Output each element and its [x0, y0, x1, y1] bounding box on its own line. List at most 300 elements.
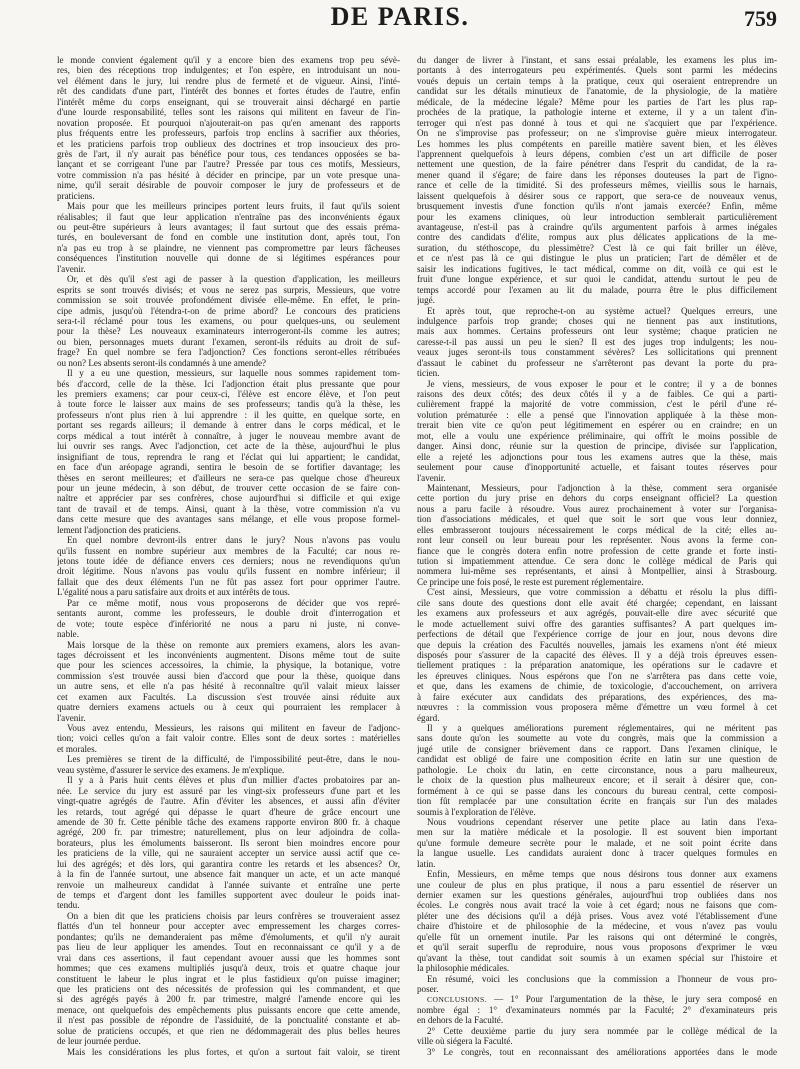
- line-text: lançant et se corrigeant l'une par l'autre? Pressée par tous ces motifs, Messieurs,: [57, 159, 400, 170]
- text-line: [57, 911, 400, 921]
- line-text: nime, qu'il serait désirable de pouvoir composer le jury de professeurs et de: [57, 180, 400, 191]
- line-text: du danger de livrer à l'instant, et sans essai préalable, les examens les plus im-: [417, 55, 777, 65]
- text-line: [57, 76, 400, 86]
- text-line: [417, 546, 777, 556]
- line-text: portants à des interrogateurs peu expérimentés. Quels sont parmi les médecins: [417, 65, 777, 76]
- text-line: [57, 942, 400, 952]
- line-text: flattés d'un tel honneur pour accepter avec empressement les charges corres-: [57, 921, 400, 932]
- line-text: ticien.: [417, 368, 440, 379]
- line-text: un autre sens, et elle n'a pas hésité à reconnaître qu'il valait mieux laisser: [57, 681, 400, 692]
- text-line: [57, 556, 400, 566]
- line-text: mais aux hommes. Certains professeurs ont leur système; chaque praticien ne: [417, 326, 777, 337]
- line-text: prochées de la pratique, la pathologie interne et externe, il y a un talent d'in-: [417, 107, 777, 118]
- line-text: saisir les indications fugitives, le tact médical, comme on dit, voilà ce qui est le: [417, 263, 777, 274]
- text-line: [57, 441, 400, 451]
- line-text: tendu.: [57, 900, 80, 911]
- line-text: ou bien, personnages muets durant l'examen, seront-ils réduits au droit de suf-: [57, 336, 400, 347]
- text-line: [417, 900, 777, 910]
- line-text: en face d'un aréopage agrandi, sentira le besoin de se fortifier davantage; les: [57, 462, 400, 473]
- text-line: [417, 410, 777, 420]
- text-line: [57, 368, 400, 378]
- line-text: le choix de la question plus malheureux encore; et il serait à désirer que, con-: [417, 775, 777, 786]
- line-text: pathologie. Le choix du latin, en cette circonstance, nous a paru malheureux,: [417, 764, 777, 775]
- text-line: [57, 347, 400, 357]
- text-line: [57, 1036, 400, 1046]
- text-line: [417, 859, 777, 869]
- line-text: vingt-quatre agrégés de l'autre. Afin d'éviter les absences, et aussi afin d'éviter: [57, 796, 400, 807]
- text-line: [57, 723, 400, 733]
- line-text: culièrement frappé la majorité de votre commission, c'est le péril d'une ré-: [417, 399, 777, 410]
- text-line: [57, 974, 400, 984]
- line-text: l'avenir.: [57, 263, 86, 274]
- line-text: veaux juges seront-ils tous constamment sévères? Les sollicitations qui prennent: [417, 347, 777, 358]
- text-line: [57, 546, 400, 556]
- line-text: la philosophie médicales.: [417, 963, 510, 974]
- line-text: menace, ont quelquefois des empêchements plus puissants encore que cette amende,: [57, 1004, 400, 1015]
- line-text: tion fût remplacée par une consultation écrite en français sur l'un des malades: [417, 796, 777, 807]
- line-text: commission se soit trouvée profondément divisée elle-même. En effet, le prin-: [57, 295, 400, 306]
- line-text: lui ouvrir ses rangs. Avec l'adjonction, cet acte de la thèse, aujourd'hui le plus: [57, 441, 400, 452]
- line-text: pour un jeune médecin, à son début, de trouver cette occasion de se faire con-: [57, 482, 400, 493]
- text-line: [417, 619, 777, 629]
- text-line: [417, 97, 777, 107]
- text-line: [57, 525, 400, 535]
- line-text: latin.: [417, 858, 436, 869]
- line-text: elle a rejeté les adjonctions pour tous les examens autres que la thèse, mais: [417, 451, 777, 462]
- line-text: sans doute qu'on les soumette au vote du congrès, mais que la commission a: [417, 733, 777, 744]
- text-line: [57, 337, 400, 347]
- text-line: [57, 827, 400, 837]
- text-line: [417, 587, 777, 597]
- line-text: l'intérêt même du corps enseignant, qui se trouverait ainsi déchargé en partie: [57, 96, 400, 107]
- text-line: [417, 598, 777, 608]
- line-text: On a bien dit que les praticiens choisis par leurs confrères se trouveraient assez: [67, 910, 400, 921]
- text-line: [57, 274, 400, 284]
- line-text: candidat est obligé de faire une composition écrite en latin sur une question de: [417, 754, 777, 765]
- line-text: jetons toute idée de défiance envers ces derniers; nous ne revendiquons qu'un: [57, 556, 400, 566]
- line-text: veau système, d'assurer le service des examens. Je m'explique.: [57, 764, 285, 775]
- line-text: indulgence parfois trop grande; choses qui ne tiennent pas aux institutions,: [417, 315, 777, 326]
- text-line: [417, 733, 777, 743]
- text-line: [57, 201, 400, 211]
- text-line: [57, 473, 400, 483]
- text-line: [57, 462, 400, 472]
- text-line: [57, 399, 400, 409]
- line-text: nommera lui-même ses représentants, et ainsi à Montpellier, ainsi à Strasbourg.: [417, 566, 777, 577]
- left-column: [57, 55, 400, 1057]
- line-text: de leur journée perdue.: [57, 1036, 141, 1047]
- line-text: les examens aux professeurs et aux agrégés, pouvait-elle dire avec sécurité que: [417, 608, 777, 619]
- text-line: [57, 191, 400, 201]
- text-line: [57, 650, 400, 660]
- line-text: Mais lorsque de la thèse on remonte aux premiers examens, alors les avan-: [67, 639, 400, 650]
- line-text: contre des candidats d'élite, rompus aux plus délicates applications de la me-: [417, 232, 777, 243]
- line-text: voués depuis un certain temps à la pratique, ceux qui oseraient entreprendre un: [417, 75, 777, 86]
- line-text: le monde convient également qu'il y a encore bien des examens trop peu sévè-: [57, 55, 400, 65]
- line-text: en dehors de la Faculté.: [417, 1015, 504, 1026]
- line-text: ront leur conseil ou leur bureau pour les représenter. Nous avons la ferme con-: [417, 535, 777, 546]
- line-text: Nous voudrions cependant réserver une petite place au latin dans l'exa-: [427, 816, 777, 827]
- text-line: [417, 1015, 777, 1025]
- line-text: réalisables; il faut que leur application n'entraîne pas des inconvénients égaux: [57, 211, 400, 222]
- right-column: [417, 55, 777, 1057]
- text-line: [57, 159, 400, 169]
- text-line: [57, 149, 400, 159]
- text-line: [417, 629, 777, 639]
- line-text: Il y a quelques améliorations purement réglementaires, qui ne méritent pas: [427, 723, 777, 733]
- paragraph: [417, 306, 777, 379]
- line-text: L'égalité nous a paru satisfaire aux droits et aux intérêts de tous.: [57, 587, 290, 598]
- text-line: [57, 431, 400, 441]
- text-line: [57, 107, 400, 117]
- line-text: les praticiens de la ville, qui ne sauraient accepter un service aussi actif que ce-: [57, 848, 400, 859]
- text-line: [57, 640, 400, 650]
- text-line: [417, 347, 777, 357]
- text-line: [57, 619, 400, 629]
- text-line: [57, 452, 400, 462]
- line-text: pas lieu de leur appliquer les amendes. Tout en reconnaissant ce qu'il y a de: [57, 942, 400, 953]
- paragraph: [57, 640, 400, 724]
- text-line: [57, 577, 400, 587]
- line-text: pour la thèse? Les nouveaux examinateurs interrogeront-ils comme les autres;: [57, 326, 400, 337]
- line-text: dans cette mesure que des avantages sans mélange, et elle vous propose formel-: [57, 514, 400, 525]
- text-line: [57, 118, 400, 128]
- text-line: [417, 671, 777, 681]
- line-text: temps accordé pour l'examen au lit du malade, pourra être le plus difficilement: [417, 284, 777, 295]
- text-line: [417, 1047, 777, 1057]
- line-text: thèses en seront meilleures; et d'ailleurs ne sera-ce pas quelque chose d'heureux: [57, 472, 400, 483]
- line-text: fruit d'une longue expérience, et sur quoi le candidat, attendu surtout le peu de: [417, 274, 777, 285]
- line-text: l'avenir.: [57, 712, 86, 723]
- text-line: [417, 775, 777, 785]
- line-text: que depuis la création des Facultés nouvelles, jamais les examens n'ont été mieux: [417, 639, 777, 650]
- text-line: [417, 180, 777, 190]
- paragraph: [417, 817, 777, 869]
- line-text: perfections de détail que l'expérience corrige de jour en jour, nous devons dire: [417, 629, 777, 640]
- text-line: [57, 807, 400, 817]
- text-line: [417, 514, 777, 524]
- line-text: res, bien des réceptions trop indulgentes; et l'on espère, en introduisant un nou-: [57, 65, 400, 76]
- paragraph: [417, 55, 777, 306]
- text-line: [57, 65, 400, 75]
- text-line: [57, 713, 400, 723]
- text-line: [417, 462, 777, 472]
- text-line: [57, 660, 400, 670]
- line-text: suration, du stéthoscope, du plessimètre? C'est là ce qui fait briller un élève,: [417, 242, 777, 253]
- text-line: [417, 191, 777, 201]
- text-line: [417, 389, 777, 399]
- line-text: Mais les considérations les plus fortes, et qu'on a surtout fait valoir, se tirent: [67, 1046, 400, 1057]
- text-line: [417, 128, 777, 138]
- text-line: [417, 306, 777, 316]
- line-text: professeurs n'ont plus rien à lui apprendre : il les quitte, en quelque sorte, en: [57, 409, 400, 420]
- text-line: [57, 316, 400, 326]
- line-text: Ce principe une fois posé, le reste est purement réglementaire.: [417, 576, 644, 587]
- text-line: [417, 368, 777, 378]
- line-text: et les praticiens parfois trop oublieux des doctrines et trop insoucieux des pro-: [57, 138, 400, 149]
- line-text: Les premières se tirent de la difficulté, de l'impossibilité peut-être, dans le nou-: [67, 754, 400, 765]
- text-line: [57, 128, 400, 138]
- line-text: les retards, tout agrégé qui dépasse le quart d'heure de grâce encourt une: [57, 806, 400, 817]
- line-text: elles embrasseront toujours nécessairement le corps médical de la cité; elles au-: [417, 524, 777, 535]
- line-text: avantageuse, n'est-il pas à craindre qu'ils argumentent parfois à armes inégales: [417, 222, 777, 232]
- text-line: [57, 358, 400, 368]
- text-line: [57, 389, 400, 399]
- line-text: grès de l'art, il n'y aurait pas bénéfice pour tous, ces tendances opposées se ba-: [57, 148, 400, 159]
- text-line: [417, 640, 777, 650]
- text-line: [57, 1015, 400, 1025]
- paragraph: [417, 723, 777, 817]
- text-line: [57, 608, 400, 618]
- text-line: [57, 212, 400, 222]
- line-text: et morales.: [57, 743, 97, 754]
- paragraph: [57, 535, 400, 598]
- page-number: 759: [744, 6, 777, 31]
- line-text: qu'avant la thèse, tout candidat soit soumis à un examen spécial sur l'histoire et: [417, 952, 777, 963]
- text-line: [417, 337, 777, 347]
- paragraph: [57, 598, 400, 640]
- text-line: [57, 264, 400, 274]
- line-text: laissent quelquefois à désirer sous ce rapport, que sera-ce de nouveaux venus,: [417, 190, 777, 201]
- text-line: [417, 243, 777, 253]
- line-text: le mode actuellement suivi offre des garanties suffisantes? A part quelques im-: [417, 618, 777, 629]
- line-text: vrai dans ces assertions, il faut cependant avouer aussi que les hommes sont: [57, 952, 400, 963]
- line-text: plus fréquents entre les professeurs, parfois trop enclins à sacrifier aux théories,: [57, 128, 400, 139]
- running-head: DE PARIS.: [330, 2, 470, 31]
- line-text: pondantes; qu'ils ne demanderaient pas même d'émoluments, et qu'il n'y aurait: [57, 931, 400, 942]
- line-text: rance et celle de la timidité. Si des professeurs mêmes, vieillis sous le harnais,: [417, 180, 777, 191]
- line-text: écoles. Le congrès nous avait tracé la voie à cet égard; nous ne faisons que com-: [417, 900, 777, 911]
- text-line: [57, 493, 400, 503]
- line-text: volution prématurée : elle a pensé que l'innovation appliquée à la thèse mon-: [417, 409, 777, 420]
- text-line: [417, 953, 777, 963]
- paragraph: [57, 775, 400, 911]
- line-text: la langue usuelle. Les candidats auraient donc à tracer quelques formules en: [417, 848, 777, 859]
- text-line: [417, 493, 777, 503]
- line-text: renvoie un malheureux candidat à l'année suivante et entraîne une perte: [57, 879, 400, 890]
- text-line: [57, 838, 400, 848]
- line-text: amende de 30 fr. Cette pénible tâche des examens rapporte environ 800 fr. à chaque: [57, 816, 400, 827]
- text-line: [417, 159, 777, 169]
- text-line: [57, 744, 400, 754]
- text-line: [417, 399, 777, 409]
- line-text: quatre derniers examens actuels ou à ceux qui pourraient les remplacer à: [57, 702, 400, 713]
- text-line: [57, 848, 400, 858]
- text-line: [417, 295, 777, 305]
- text-line: [417, 911, 777, 921]
- text-line: [57, 702, 400, 712]
- line-text: formément à ce qui se passe dans les concours du bureau central, cette composi-: [417, 785, 777, 796]
- text-line: [57, 243, 400, 253]
- line-text: cette portion du jury prise en dehors du corps enseignant officiel? La question: [417, 493, 777, 504]
- line-text: mot, elle a voulu une expérience préliminaire, qui offrît le moins possible de: [417, 430, 777, 441]
- line-text: men sur la matière médicale et la posologie. Il est souvent bien important: [417, 827, 777, 838]
- line-text: ou non? Les absents seront-ils condamnés à une amende?: [57, 357, 267, 368]
- text-line: [417, 650, 777, 660]
- line-text: Les hommes les plus compétents en pareille matière savent bien, et les élèves: [417, 138, 777, 149]
- text-line: [417, 212, 777, 222]
- line-text: Par ce même motif, nous vous proposerons de décider que vos repré-: [67, 597, 400, 608]
- line-text: cipe admis, jusqu'où l'étendra-t-on de prime abord? Le concours des praticiens: [57, 305, 400, 316]
- text-line: [417, 483, 777, 493]
- line-text: à la fin de l'année surtout, une absence fait manquer un acte, et un acte manqué: [57, 869, 400, 880]
- text-line: [417, 702, 777, 712]
- line-text: turés, en bouleversant de fond en comble une institution dont, après tout, l'on: [57, 232, 400, 243]
- text-line: [417, 848, 777, 858]
- line-text: frage? En quel nombre se fera l'adjonction? Ces fonctions seront-elles rétribuées: [57, 347, 400, 358]
- text-line: [417, 1005, 777, 1015]
- line-text: dernier examen sur les questions générales, aujourd'hui trop oubliées dans nos: [417, 890, 777, 900]
- text-line: [417, 744, 777, 754]
- line-text: jugé.: [417, 295, 435, 306]
- paragraph: [417, 483, 777, 587]
- text-line: [417, 431, 777, 441]
- text-line: [417, 232, 777, 242]
- paragraph: [57, 754, 400, 775]
- text-line: [57, 410, 400, 420]
- line-text: Il y a à Paris huit cents élèves et plus d'un millier d'actes probatoires par an-: [67, 775, 400, 786]
- text-line: [417, 765, 777, 775]
- line-text: sera-t-il réclamé pour tous les examens, ou pour quelques-uns, ou seulement: [57, 315, 400, 326]
- line-text: pléter une des décisions qu'il a déjà prises. Vous avez voté l'établissement d'une: [417, 910, 777, 921]
- line-text: qu'une formule demeure secrète pour le malade, et ne soit point écrite dans: [417, 837, 777, 848]
- line-text: hommes; que ces examens multipliés jusqu'à deux, trois et quatre chaque jour: [57, 963, 400, 974]
- line-text: En résumé, voici les conclusions que la commission a l'honneur de vous pro-: [427, 973, 777, 984]
- text-line: [417, 55, 777, 65]
- text-line: [417, 577, 777, 587]
- text-line: [417, 222, 777, 232]
- line-text: 3° Le congrès, tout en reconnaissant des améliorations apportées dans le mode: [427, 1046, 777, 1057]
- line-text: les premiers examens; car pour ceux-ci, l'élève est encore élève, et l'on peut: [57, 389, 400, 399]
- line-text: à toute force le laisser aux mains de ses professeurs; tandis qu'à la thèse, les: [57, 399, 400, 410]
- text-line: [57, 285, 400, 295]
- text-line: [57, 306, 400, 316]
- text-line: [57, 817, 400, 827]
- text-line: [417, 681, 777, 691]
- line-text: née. Le service du jury est assuré par les vingt-six professeurs d'une part et les: [57, 785, 400, 796]
- line-text: trerait bien vite ce qu'on peut légitimement en espérer ou en craindre; en un: [417, 420, 777, 431]
- text-line: [417, 890, 777, 900]
- paragraph: [417, 379, 777, 483]
- line-text: disposés pour s'assurer de la capacité des élèves. Il y a déjà trois épreuves essen-: [417, 649, 777, 660]
- text-line: [57, 598, 400, 608]
- text-line: [57, 566, 400, 576]
- text-line: [57, 671, 400, 681]
- line-text: lement l'adjonction des praticiens.: [57, 524, 181, 535]
- text-line: [57, 232, 400, 242]
- line-text: esprits se sont trouvés divisés; et vous ne serez pas surpris, Messieurs, que votre: [57, 284, 400, 295]
- line-text: que pour les sciences accessoires, la chimie, la physique, la botanique, votre: [57, 660, 400, 671]
- line-text: tant de travail et de temps. Ainsi, quant à la thèse, votre commission n'a vu: [57, 503, 400, 514]
- line-text: nettement une question, de la faire pénétrer dans l'esprit du candidat, de la ra-: [417, 159, 777, 170]
- line-text: chaire d'histoire et de philosophie de la médecine, et vous n'avez pas voulu: [417, 921, 777, 932]
- line-text: caresse-t-il pas aussi un peu le sien? Il est des juges trop indulgents; les nou-: [417, 336, 777, 347]
- text-line: [57, 796, 400, 806]
- line-text: qu'ils fussent en nombre supérieur aux membres de la Faculté; car nous re-: [57, 545, 400, 556]
- line-text: On ne s'improvise pas professeur; on ne s'improvise guère mieux interrogateur.: [417, 128, 777, 139]
- line-text: votre commission n'a pas hésité à décider en principe, par un vote presque una-: [57, 169, 400, 180]
- text-line: [417, 807, 777, 817]
- text-line: [417, 932, 777, 942]
- text-line: [417, 713, 777, 723]
- text-line: [417, 786, 777, 796]
- line-text: l'avenir.: [417, 472, 446, 483]
- text-line: [417, 754, 777, 764]
- line-text: pour les examens cliniques, où leur introduction semblerait particulièrement: [417, 211, 777, 222]
- text-line: [417, 358, 777, 368]
- line-text: tages décroissent et les inconvénients augmentent. Disons même tout de suite: [57, 649, 400, 660]
- line-text: terroger qui n'est pas donné à tous et qui ne s'acquiert que par l'expérience.: [417, 117, 777, 128]
- text-line: [417, 963, 777, 973]
- line-text: Je viens, messieurs, de vous exposer le pour et le contre; il y a de bonnes: [427, 378, 777, 389]
- line-text: Vous avez entendu, Messieurs, les raisons qui militent en faveur de l'adjonc-: [67, 723, 400, 733]
- line-text: En quel nombre devront-ils entrer dans le jury? Nous n'avons pas voulu: [67, 535, 400, 546]
- line-text: nable.: [57, 629, 79, 640]
- line-text: brusquement investis d'une fonction qu'ils n'ont jamais exercée? Enfin, même: [417, 201, 777, 212]
- paragraph: [57, 723, 400, 754]
- text-line: [417, 723, 777, 733]
- paragraph: [417, 1047, 777, 1057]
- line-text: nœuvres : la commission vous proposera même d'émettre un vœu formel à cet: [417, 702, 777, 713]
- line-text: droit légitime. Nous n'avons pas voulu qu'ils fussent en nombre inférieur; il: [57, 566, 400, 577]
- text-line: [57, 514, 400, 524]
- line-text: cet examen aux Facultés. La discussion s'est trouvée ainsi réduite aux: [57, 691, 400, 702]
- line-text: une couleur de plus en plus pratique, il nous a paru essentiel de réserver un: [417, 879, 777, 890]
- paragraph: [57, 274, 400, 368]
- text-line: [417, 525, 777, 535]
- line-text: Maintenant, Messieurs, pour l'adjonction à la thèse, comment sera organisée: [427, 482, 777, 493]
- line-text: fiance que le congrès dotera enfin notre profession de cette grande et forte insti-: [417, 545, 777, 556]
- line-text: mener quand il s'égare; de faire dans les réponses douteuses la part de l'igno-: [417, 169, 777, 180]
- text-line: [417, 201, 777, 211]
- text-line: [417, 692, 777, 702]
- line-text: portant ses regards ailleurs; il demande à entrer dans le corps médical, et le: [57, 420, 400, 431]
- text-line: [417, 420, 777, 430]
- text-line: [57, 765, 400, 775]
- line-text: que les praticiens ont des nécessités de profession qui les commandent, et que: [57, 983, 400, 994]
- text-line: [57, 504, 400, 514]
- line-text: qu'elle fût un ornement inutile. Par les raisons qui ont déterminé le congrès,: [417, 931, 777, 942]
- text-line: [417, 994, 777, 1004]
- text-line: [57, 692, 400, 702]
- text-line: [417, 942, 777, 952]
- line-text: C'est ainsi, Messieurs, que votre commission a débattu et résolu la plus diffi-: [427, 587, 777, 598]
- line-text: danger. Ainsi donc, réunie sur la question de principe, divisée sur l'application,: [417, 441, 777, 452]
- line-text: — 1° Pour l'argumentation de la thèse, le jury sera composé en: [486, 994, 777, 1005]
- text-line: [417, 556, 777, 566]
- text-line: [57, 139, 400, 149]
- line-text: conséquences l'institution nouvelle qui donne de si légitimes espérances pour: [57, 253, 400, 264]
- text-line: [417, 452, 777, 462]
- line-text: poser.: [417, 983, 439, 994]
- text-line: [57, 754, 400, 764]
- text-line: [57, 86, 400, 96]
- text-line: [417, 326, 777, 336]
- text-line: [417, 827, 777, 837]
- text-line: [57, 953, 400, 963]
- line-text: agrégé, 200 fr. par trimestre; naturellement, plus on leur adjoindra de colla-: [57, 827, 400, 838]
- line-text: cile sans doute des questions dont elle avait été chargée; cependant, en laissant: [417, 597, 777, 608]
- text-line: [57, 900, 400, 910]
- line-text: et qu'il serait superflu de reproduire, nous vous proposons d'exprimer le vœu: [417, 942, 777, 953]
- text-line: [417, 76, 777, 86]
- line-text: médicale, de la médecine légale? Même pour les parties de l'art les plus rap-: [417, 96, 777, 107]
- text-line: [417, 170, 777, 180]
- line-text: tion d'associations médicales, et quel que soit le sort que vous leur donniez,: [417, 514, 777, 525]
- text-line: [57, 587, 400, 597]
- line-text: n'a pas eu trop à se plaindre, ne viennent pas compromettre par leurs fâcheuses: [57, 242, 400, 253]
- line-text: Et après tout, que reproche-t-on au système actuel? Quelques erreurs, une: [427, 305, 777, 316]
